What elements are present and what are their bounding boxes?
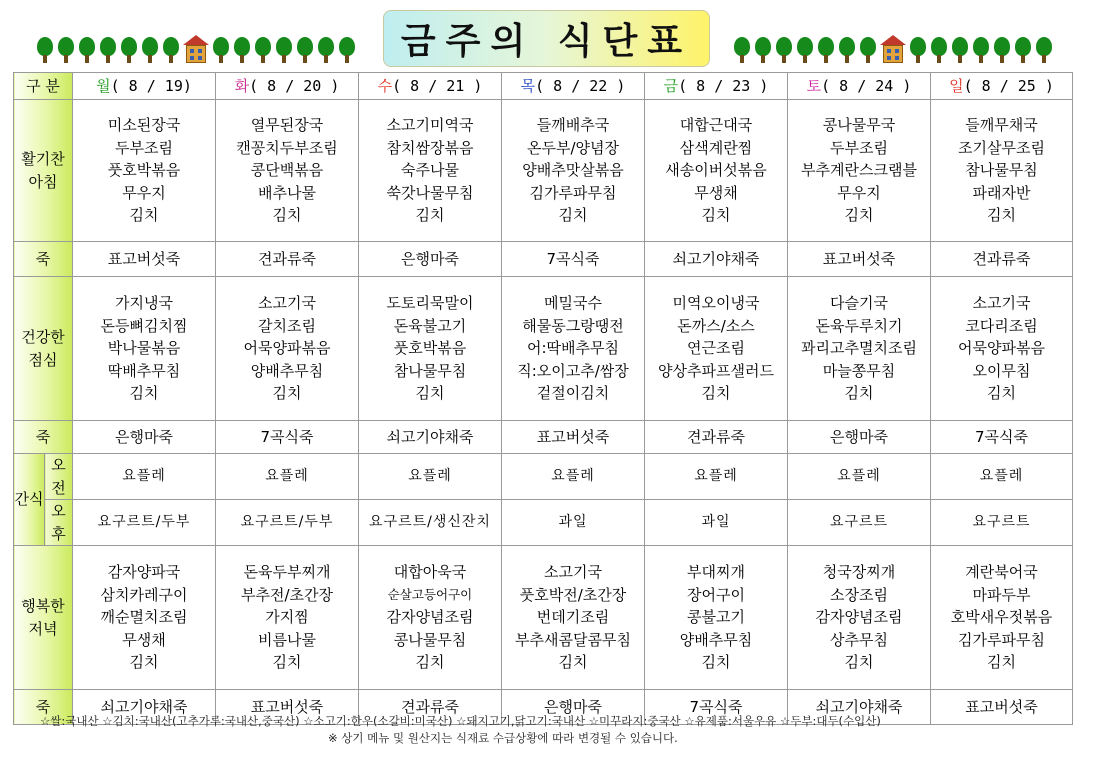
- dinner-row: [14, 546, 1073, 690]
- snack-pm-label: 오후: [45, 500, 73, 546]
- tree-icon: [909, 37, 927, 63]
- porridge-cell: 은행마죽: [502, 690, 645, 725]
- dinner-label: 행복한 저녁: [14, 546, 73, 690]
- meal-cell: 콩나물무국 두부조림 부추계란스크램블 무우지 김치: [788, 100, 931, 242]
- tree-icon: [951, 37, 969, 63]
- porridge-cell: 7곡식죽: [931, 421, 1073, 454]
- category-header: 구 분: [14, 73, 73, 100]
- tree-icon: [775, 37, 793, 63]
- porridge-cell: 쇠고기야채죽: [645, 242, 788, 277]
- porridge-cell: 쇠고기야채죽: [73, 690, 216, 725]
- porridge-cell: 표고버섯죽: [788, 242, 931, 277]
- left-decoration: [36, 35, 356, 63]
- snack-cell: 요플레: [216, 454, 359, 500]
- meal-cell: 소고기국 갈치조림 어묵양파볶음 양배추무침 김치: [216, 277, 359, 421]
- porridge-cell: 은행마죽: [73, 421, 216, 454]
- snack-cell: 과일: [645, 500, 788, 546]
- meal-cell: 감자양파국 삼치카레구이 깨순멸치조림 무생채 김치: [73, 546, 216, 690]
- meal-cell: 대합근대국 삼색계란찜 새송이버섯볶음 무생채 김치: [645, 100, 788, 242]
- porridge-cell: 표고버섯죽: [73, 242, 216, 277]
- porridge-cell: 견과류죽: [359, 690, 502, 725]
- lunch-porridge-row: [14, 421, 1073, 454]
- snack-cell: 요플레: [359, 454, 502, 500]
- snack-cell: 요플레: [645, 454, 788, 500]
- header-row: [14, 73, 1073, 100]
- snack-am-label: 오전: [45, 454, 73, 500]
- meal-cell: 열무된장국 캔꽁치두부조림 콩단백볶음 배추나물 김치: [216, 100, 359, 242]
- breakfast-porridge-row: [14, 242, 1073, 277]
- tree-icon: [733, 37, 751, 63]
- snack-cell: 요플레: [788, 454, 931, 500]
- meal-cell: 부대찌개 장어구이 콩불고기 양배추무침 김치: [645, 546, 788, 690]
- change-note: ※ 상기 메뉴 및 원산지는 식재료 수급상황에 따라 변경될 수 있습니다.: [328, 731, 678, 745]
- tree-icon: [78, 37, 96, 63]
- porridge-cell: 은행마죽: [359, 242, 502, 277]
- meal-cell: 도토리묵말이 돈육불고기 풋호박볶음 참나물무침 김치: [359, 277, 502, 421]
- breakfast-row: [14, 100, 1073, 242]
- snack-am-row: [14, 454, 1073, 500]
- porridge-label: 죽: [14, 690, 73, 725]
- tree-icon: [754, 37, 772, 63]
- tree-icon: [930, 37, 948, 63]
- day-header: 목( 8 / 22 ): [502, 73, 645, 100]
- snack-cell: 요플레: [73, 454, 216, 500]
- snack-cell: 요구르트: [931, 500, 1073, 546]
- meal-cell: 미소된장국 두부조림 풋호박볶음 무우지 김치: [73, 100, 216, 242]
- right-decoration: [733, 35, 1053, 63]
- porridge-cell: 견과류죽: [216, 242, 359, 277]
- day-header: 토( 8 / 24 ): [788, 73, 931, 100]
- day-header: 수( 8 / 21 ): [359, 73, 502, 100]
- tree-icon: [859, 37, 877, 63]
- tree-icon: [254, 37, 272, 63]
- snack-pm-row: [14, 500, 1073, 546]
- day-header: 화( 8 / 20 ): [216, 73, 359, 100]
- snack-cell: 요구르트/두부: [216, 500, 359, 546]
- tree-icon: [338, 37, 356, 63]
- porridge-cell: 견과류죽: [931, 242, 1073, 277]
- day-header: 일( 8 / 25 ): [931, 73, 1073, 100]
- porridge-cell: 7곡식죽: [216, 421, 359, 454]
- tree-icon: [838, 37, 856, 63]
- tree-icon: [162, 37, 180, 63]
- tree-icon: [57, 37, 75, 63]
- meal-cell: 돈육두부찌개 부추전/초간장 가지찜 비름나물 김치: [216, 546, 359, 690]
- tree-icon: [1014, 37, 1032, 63]
- tree-icon: [275, 37, 293, 63]
- origin-note: ☆쌀:국내산 ☆김치:국내산(고추가루:국내산,중국산) ☆소고기:한우(소갈비:미국산) ☆돼지고기,닭고기:국내산 ☆미꾸라지:중국산 ☆유제품:서울우유 ☆두부:대두(수입산): [40, 714, 881, 728]
- snack-cell: 요구르트/두부: [73, 500, 216, 546]
- snack-cell: 요플레: [931, 454, 1073, 500]
- breakfast-label: 활기찬 아침: [14, 100, 73, 242]
- day-header: 금( 8 / 23 ): [645, 73, 788, 100]
- lunch-label: 건강한 점심: [14, 277, 73, 421]
- porridge-cell: 표고버섯죽: [502, 421, 645, 454]
- snack-cell: 요플레: [502, 454, 645, 500]
- lunch-row: [14, 277, 1073, 421]
- meal-cell: 들깨무채국 조기살무조림 참나물무침 파래자반 김치: [931, 100, 1073, 242]
- tree-icon: [141, 37, 159, 63]
- tree-icon: [36, 37, 54, 63]
- meal-cell: 메밀국수 해물동그랑땡전 어:딱배추무침 직:오이고추/쌈장 겉절이김치: [502, 277, 645, 421]
- meal-cell: 소고기국 코다리조림 어묵양파볶음 오이무침 김치: [931, 277, 1073, 421]
- porridge-label: 죽: [14, 421, 73, 454]
- tree-icon: [317, 37, 335, 63]
- meal-cell: 대합아욱국 순살고등어구이 감자양념조림 콩나물무침 김치: [359, 546, 502, 690]
- tree-icon: [212, 37, 230, 63]
- porridge-cell: 쇠고기야채죽: [788, 690, 931, 725]
- tree-icon: [120, 37, 138, 63]
- meal-cell: 청국장찌개 소장조림 감자양념조림 상추무침 김치: [788, 546, 931, 690]
- day-header: 월( 8 / 19): [73, 73, 216, 100]
- tree-icon: [1035, 37, 1053, 63]
- porridge-cell: 쇠고기야채죽: [359, 421, 502, 454]
- page-title: 금주의 식단표: [400, 21, 693, 62]
- tree-icon: [993, 37, 1011, 63]
- meal-cell: 미역오이냉국 돈까스/소스 연근조림 양상추파프샐러드 김치: [645, 277, 788, 421]
- porridge-cell: 표고버섯죽: [216, 690, 359, 725]
- porridge-cell: 7곡식죽: [645, 690, 788, 725]
- meal-cell: 소고기미역국 참치쌈장볶음 숙주나물 쑥갓나물무침 김치: [359, 100, 502, 242]
- tree-icon: [796, 37, 814, 63]
- porridge-label: 죽: [14, 242, 73, 277]
- meal-cell: 계란북어국 마파두부 호박새우젓볶음 김가루파무침 김치: [931, 546, 1073, 690]
- porridge-cell: 은행마죽: [788, 421, 931, 454]
- porridge-cell: 표고버섯죽: [931, 690, 1073, 725]
- porridge-cell: 7곡식죽: [502, 242, 645, 277]
- house-icon: [183, 35, 209, 63]
- tree-icon: [972, 37, 990, 63]
- meal-cell: 소고기국 풋호박전/초간장 번데기조림 부추새콤달콤무침 김치: [502, 546, 645, 690]
- tree-icon: [233, 37, 251, 63]
- meal-cell: 들깨배추국 온두부/양념장 양배추맛살볶음 김가루파무침 김치: [502, 100, 645, 242]
- snack-cell: 요구르트: [788, 500, 931, 546]
- porridge-cell: 견과류죽: [645, 421, 788, 454]
- meal-cell: 가지냉국 돈등뼈김치찜 박나물볶음 딱배추무침 김치: [73, 277, 216, 421]
- snack-cell: 요구르트/생신잔치: [359, 500, 502, 546]
- meal-cell: 다슬기국 돈육두루치기 꽈리고추멸치조림 마늘쫑무침 김치: [788, 277, 931, 421]
- page-title-box: [383, 10, 710, 67]
- snack-cell: 과일: [502, 500, 645, 546]
- house-icon: [880, 35, 906, 63]
- tree-icon: [817, 37, 835, 63]
- snack-label: 간식: [14, 454, 45, 546]
- menu-table: [13, 72, 1073, 725]
- tree-icon: [296, 37, 314, 63]
- tree-icon: [99, 37, 117, 63]
